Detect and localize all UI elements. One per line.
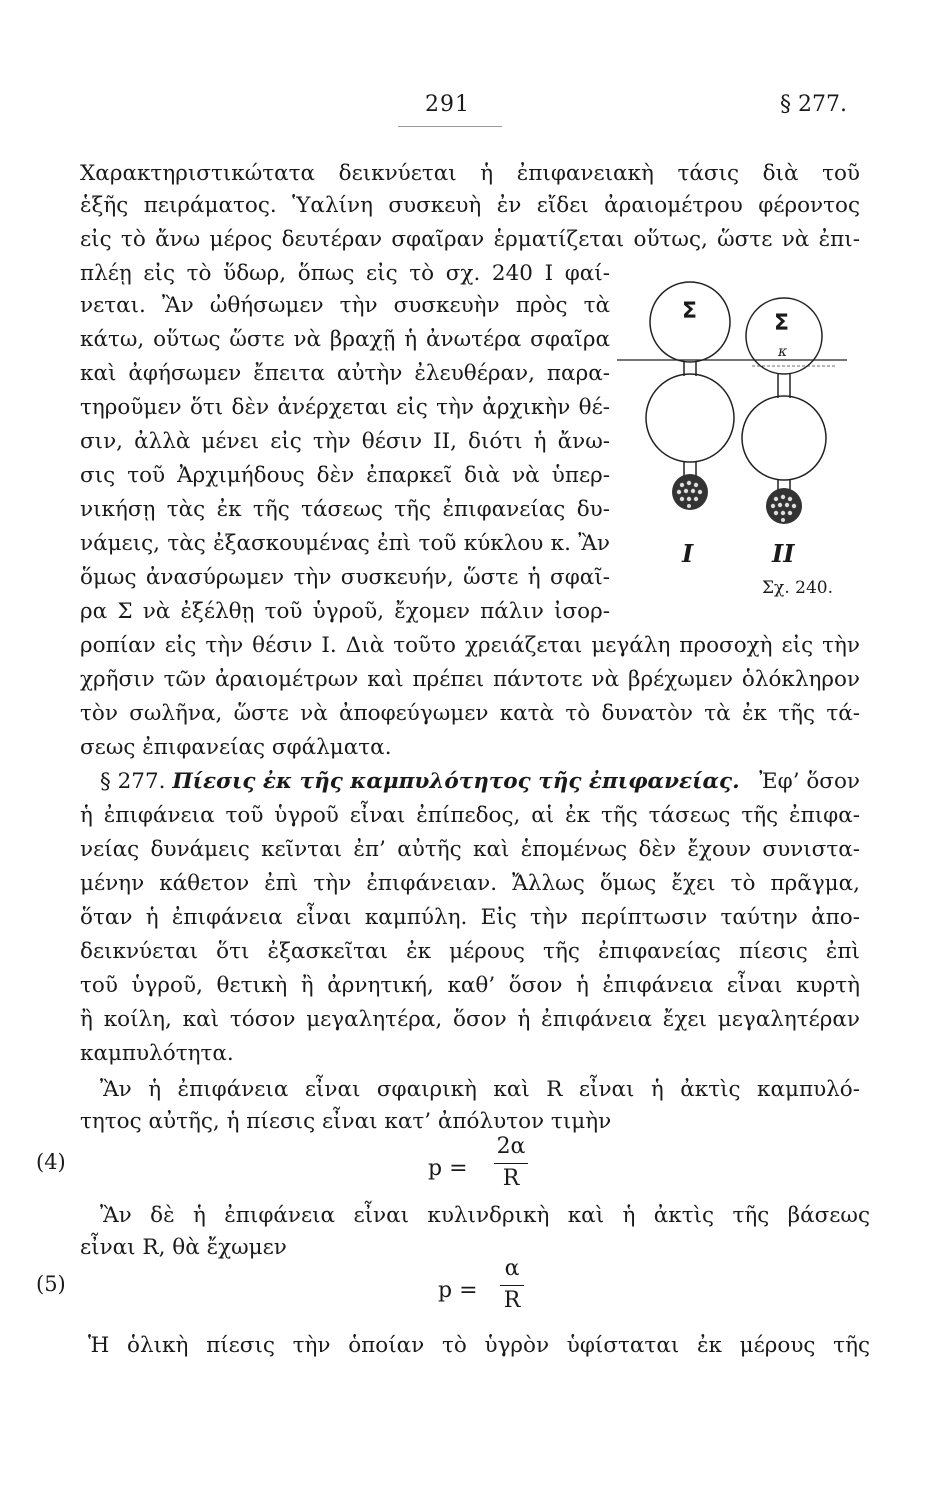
text-line: Χαρακτηριστικώτατα δεικνύεται ἡ ἐπιφανειακὴ τάσις διὰ τοῦ	[80, 161, 860, 186]
text-line: ἑξῆς πειράματος. Ὑαλίνη συσκευὴ ἐν εἴδει ἀραιομέτρου φέροντος	[80, 193, 860, 218]
text-line: τηροῦμεν ὅτι δὲν ἀνέρχεται εἰς τὴν ἀρχικὴν θέ-	[80, 395, 610, 420]
section-title: Πίεσις ἐκ τῆς καμπυλότητος τῆς ἐπιφανείας.	[172, 769, 740, 794]
equation-4-number: (4)	[36, 1150, 66, 1174]
text-line: νεται. Ἂν ὠθήσωμεν τὴν συσκευὴν πρὸς τὰ	[80, 293, 610, 318]
sigma-right-label: Σ	[774, 311, 790, 336]
figure-240	[612, 280, 862, 610]
text-line: νάμεις, τὰς ἐξασκουμένας ἐπὶ τοῦ κύκλου κ. Ἂν	[80, 531, 610, 556]
device-ii-upper-neck	[778, 374, 790, 398]
text-line: μένην κάθετον ἐπὶ τὴν ἐπιφάνειαν. Ἄλλως ὅμως ἔχει τὸ πρᾶγμα,	[80, 871, 860, 896]
text-line: νικήσῃ τὰς ἐκ τῆς τάσεως τῆς ἐπιφανείας δυ-	[80, 497, 610, 522]
text-line: σεως ἐπιφανείας σφάλματα.	[80, 735, 392, 760]
text-line: πλέῃ εἰς τὸ ὕδωρ, ὅπως εἰς τὸ σχ. 240 I φαί-	[80, 261, 610, 286]
text-line: καὶ ἀφήσωμεν ἔπειτα αὐτὴν ἐλευθέραν, παρα-	[80, 361, 610, 386]
page-number: 291	[425, 92, 470, 117]
text-line: Ἂν ἡ ἐπιφάνεια εἶναι σφαιρικὴ καὶ R εἶναι ἡ ἀκτὶς καμπυλό-	[100, 1077, 860, 1102]
text-line: ἢ κοίλη, καὶ τόσον μεγαλητέρα, ὅσον ἡ ἐπιφάνεια ἔχει μεγαλητέραν	[80, 1007, 860, 1032]
text-line: χρῆσιν τῶν ἀραιομέτρων καὶ πρέπει πάντοτε νὰ βρέχωμεν ὁλόκληρον	[80, 667, 860, 692]
running-section: § 277.	[780, 92, 847, 117]
figure-caption: Σχ. 240.	[762, 578, 833, 598]
equation-4-numerator: 2α	[496, 1134, 526, 1159]
text-line: σις τοῦ Ἀρχιμήδους δὲν ἐπαρκεῖ διὰ νὰ ὑπερ-	[80, 463, 610, 488]
hydrometer-diagram	[612, 280, 862, 610]
page-header	[0, 92, 951, 132]
label-i: I	[682, 539, 694, 568]
text-line: τητος αὐτῆς, ἡ πίεσις εἶναι κατ’ ἀπόλυτον τιμὴν	[80, 1109, 612, 1134]
equation-4-fraction-bar	[494, 1163, 528, 1164]
device-i-lower-neck	[684, 462, 696, 476]
equation-4-denominator: R	[502, 1166, 520, 1191]
sigma-left-label: Σ	[682, 299, 698, 324]
text-line: ροπίαν εἰς τὴν θέσιν I. Διὰ τοῦτο χρειάζεται μεγάλη προσοχὴ εἰς τὴν	[80, 633, 860, 658]
text-line: δεικνύεται ὅτι ἐξασκεῖται ἐκ μέρους τῆς ἐπιφανείας πίεσις ἐπὶ	[80, 939, 860, 964]
device-ii-upper-sphere	[746, 298, 822, 374]
text-line: κάτω, οὕτως ὥστε νὰ βραχῇ ἡ ἀνωτέρα σφαῖρα	[80, 327, 610, 352]
section-heading-rest: Ἐφ’ ὅσον	[759, 769, 860, 794]
equation-5-number: (5)	[36, 1272, 66, 1296]
section-number: § 277.	[100, 769, 166, 794]
text-line: ὅταν ἡ ἐπιφάνεια εἶναι καμπύλη. Εἰς τὴν περίπτωσιν ταύτην ἀπο-	[80, 905, 860, 930]
text-line: καμπυλότητα.	[80, 1041, 234, 1066]
equation-5-lhs: p =	[438, 1278, 478, 1303]
equation-4-lhs: p =	[428, 1156, 468, 1181]
text-line: σιν, ἀλλὰ μένει εἰς τὴν θέσιν II, διότι ἡ ἄνω-	[80, 429, 610, 454]
device-i-middle-sphere	[646, 374, 734, 462]
equation-5-numerator: α	[504, 1256, 520, 1281]
header-rule	[398, 126, 502, 127]
text-line: εἶναι R, θὰ ἔχωμεν	[80, 1235, 287, 1260]
text-line: νείας δυνάμεις κεῖνται ἐπ’ αὐτῆς καὶ ἑπομένως δὲν ἔχουν συνιστα-	[80, 837, 860, 862]
kappa-label: κ	[778, 344, 788, 360]
text-line: τοῦ ὑγροῦ, θετικὴ ἢ ἀρνητική, καθ’ ὅσον ἡ ἐπιφάνεια εἶναι κυρτὴ	[80, 973, 860, 998]
text-line: τὸν σωλῆνα, ὥστε νὰ ἀποφεύγωμεν κατὰ τὸ δυνατὸν τὰ ἐκ τῆς τά-	[80, 701, 860, 726]
device-ii-middle-sphere	[742, 396, 826, 480]
text-line: Ἂν δὲ ἡ ἐπιφάνεια εἶναι κυλινδρικὴ καὶ ἡ ἀκτὶς τῆς βάσεως	[100, 1203, 870, 1228]
text-line: ἡ ἐπιφάνεια τοῦ ὑγροῦ εἶναι ἐπίπεδος, αἱ ἐκ τῆς τάσεως τῆς ἐπιφα-	[80, 803, 860, 828]
text-line: ὅμως ἀνασύρωμεν τὴν συσκευήν, ὥστε ἡ σφαῖ-	[80, 565, 610, 590]
text-line: Ἡ ὁλικὴ πίεσις τὴν ὁποίαν τὸ ὑγρὸν ὑφίσταται ἐκ μέρους τῆς	[88, 1333, 870, 1358]
label-ii: II	[772, 539, 795, 568]
text-line: ρα Σ νὰ ἐξέλθῃ τοῦ ὑγροῦ, ἔχομεν πάλιν ἰσορ-	[80, 599, 610, 624]
equation-5-fraction-bar	[500, 1285, 524, 1286]
text-line: εἰς τὸ ἄνω μέρος δευτέραν σφαῖραν ἑρματίζεται οὕτως, ὥστε νὰ ἐπι-	[80, 227, 860, 252]
section-heading-line	[100, 766, 860, 798]
equation-5-denominator: R	[503, 1288, 521, 1313]
